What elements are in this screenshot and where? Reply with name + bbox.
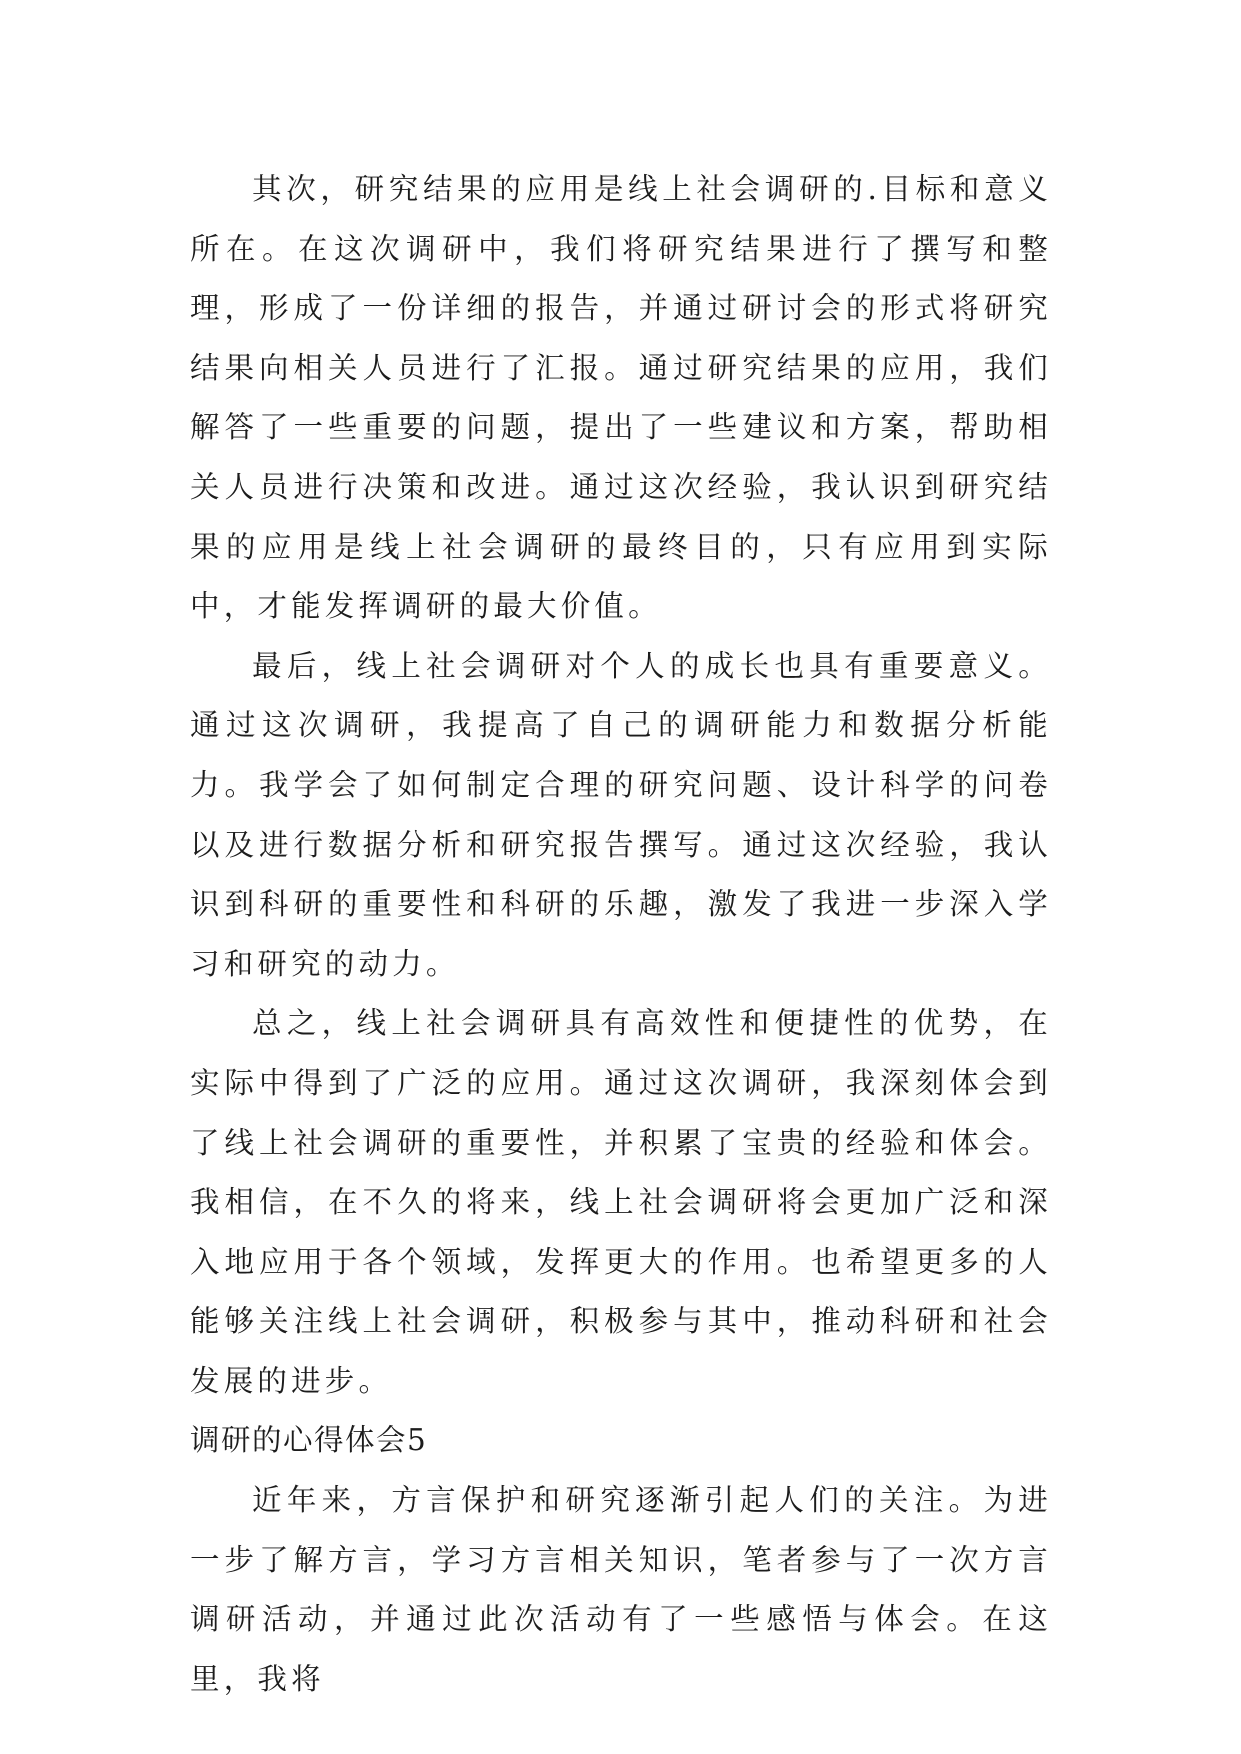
paragraph-personal-growth: 最后，线上社会调研对个人的成长也具有重要意义。通过这次调研，我提高了自己的调研能力和数据分析能力。我学会了如何制定合理的研究问题、设计科学的问卷以及进行数据分析和研究报告撰写。通过这次经验，我认识到科研的重要性和科研的乐趣，激发了我进一步深入学习和研究的动力。	[190, 648, 1052, 981]
document-body	[190, 160, 1052, 1709]
section-heading: 调研的心得体会5	[190, 1423, 428, 1458]
paragraph-conclusion: 总之，线上社会调研具有高效性和便捷性的优势，在实际中得到了广泛的应用。通过这次调研，我深刻体会到了线上社会调研的重要性，并积累了宝贵的经验和体会。我相信，在不久的将来，线上社会调研将会更加广泛和深入地应用于各个领域，发挥更大的作用。也希望更多的人能够关注线上社会调研，积极参与其中，推动科研和社会发展的进步。	[190, 1006, 1052, 1398]
paragraph-research-application: 其次，研究结果的应用是线上社会调研的.目标和意义所在。在这次调研中，我们将研究结果进行了撰写和整理，形成了一份详细的报告，并通过研讨会的形式将研究结果向相关人员进行了汇报。通过研究结果的应用，我们解答了一些重要的问题，提出了一些建议和方案，帮助相关人员进行决策和改进。通过这次经验，我认识到研究结果的应用是线上社会调研的最终目的，只有应用到实际中，才能发挥调研的最大价值。	[190, 172, 1052, 624]
paragraph-dialect-intro: 近年来，方言保护和研究逐渐引起人们的关注。为进一步了解方言，学习方言相关知识，笔者参与了一次方言调研活动，并通过此次活动有了一些感悟与体会。在这里，我将	[190, 1483, 1052, 1696]
